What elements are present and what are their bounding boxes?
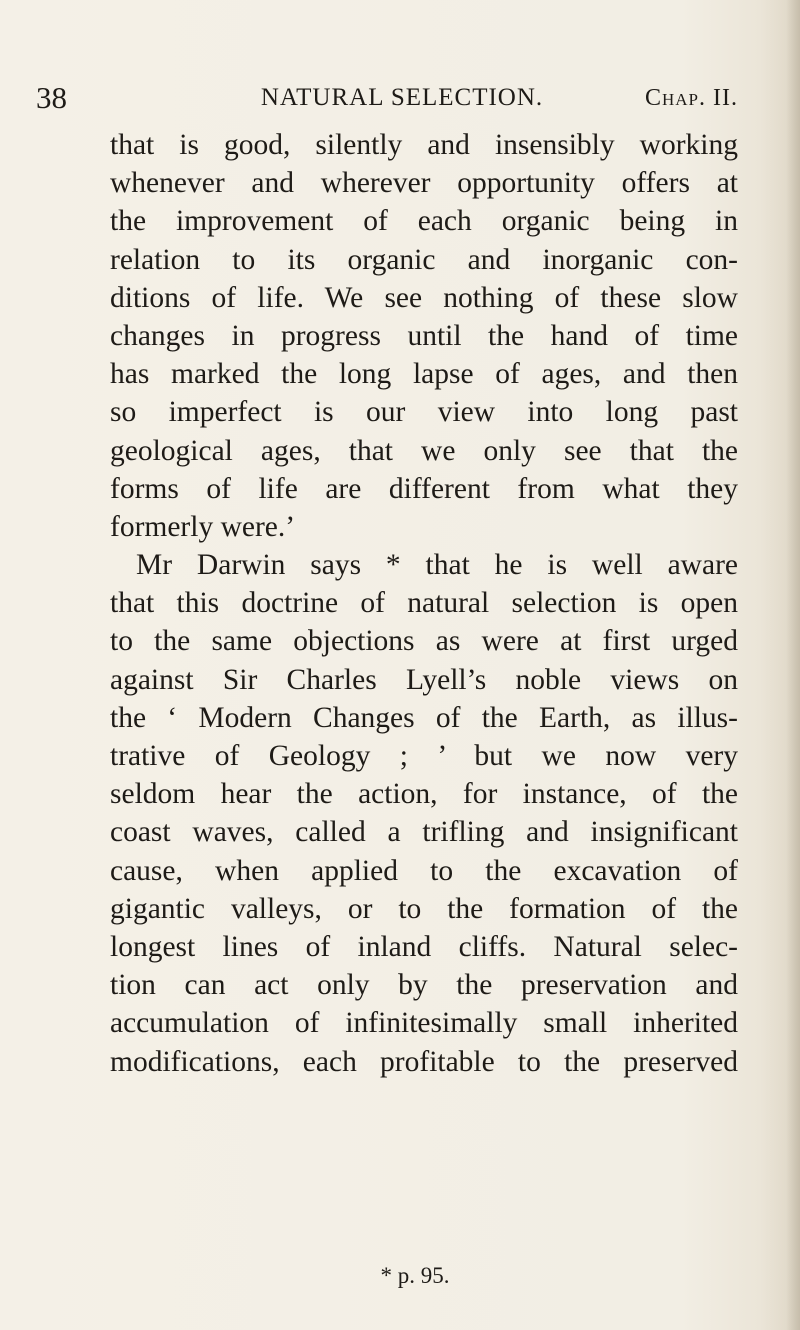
text-line: seldom hear the action, for instance, of the <box>110 778 738 811</box>
text-line: that is good, silently and insensibly working <box>110 129 738 161</box>
text-line: the ‘ Modern Changes of the Earth, as illus- <box>110 701 738 734</box>
text-line: trative of Geology ; ’ but we now very <box>110 740 738 772</box>
page-edge-shadow <box>786 0 800 1330</box>
text-line: changes in progress until the hand of time <box>110 319 738 352</box>
text-line: forms of life are different from what they <box>110 472 738 505</box>
text-line: the improvement of each organic being in <box>110 205 738 238</box>
paragraph-end-line: formerly were.’ <box>110 510 296 543</box>
text-line: so imperfect is our view into long past <box>110 396 738 429</box>
text-line: whenever and wherever opportunity offers at <box>110 167 738 200</box>
text-line: ditions of life. We see nothing of these slow <box>110 281 738 314</box>
text-line: has marked the long lapse of ages, and then <box>110 358 738 391</box>
text-line: that this doctrine of natural selection is open <box>110 587 738 620</box>
text-line: to the same objections as were at first urged <box>110 625 738 658</box>
footnote: * p. 95. <box>380 1263 450 1288</box>
running-head: NATURAL SELECTION. <box>260 84 544 111</box>
text-line: accumulation of infinitesimally small inherited <box>110 1007 738 1040</box>
page-header <box>36 78 738 118</box>
page-number: 38 <box>36 80 67 115</box>
text-line: gigantic valleys, or to the formation of the <box>110 892 738 925</box>
text-line: modifications, each profitable to the preserved <box>110 1045 738 1078</box>
text-line: relation to its organic and inorganic con- <box>110 243 738 276</box>
text-line: geological ages, that we only see that the <box>110 434 738 467</box>
text-line: coast waves, called a trifling and insignificant <box>110 816 738 849</box>
text-line: against Sir Charles Lyell’s noble views on <box>110 663 738 696</box>
chapter-label: Chap. II. <box>644 85 738 111</box>
text-line: cause, when applied to the excavation of <box>110 854 738 887</box>
paragraph-start-line: Mr Darwin says * that he is well aware <box>136 549 738 582</box>
body-text <box>110 126 738 1081</box>
text-line: longest lines of inland cliffs. Natural selec- <box>110 930 738 963</box>
text-line: tion can act only by the preservation and <box>110 969 738 1002</box>
